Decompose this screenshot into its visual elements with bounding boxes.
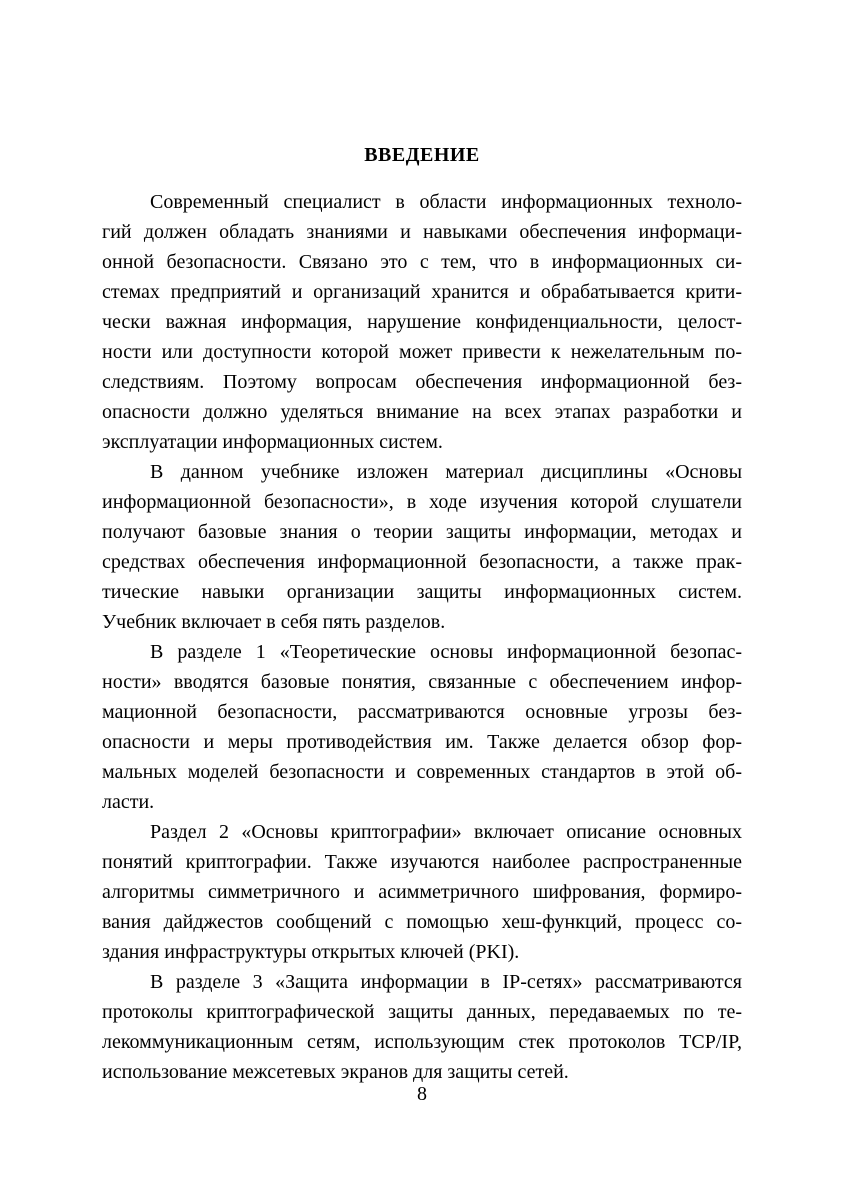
text-line: эксплуатации информационных систем.	[102, 431, 443, 453]
text-line: здания инфраструктуры открытых ключей (PKI).	[102, 941, 520, 963]
text-line: ности или доступности которой может привести к нежелательным по-	[102, 341, 742, 363]
text-line: В разделе 3 «Защита информации в IP-сетях» рассматриваются	[150, 971, 742, 993]
text-line: использование межсетевых экранов для защиты сетей.	[102, 1061, 569, 1083]
text-line: протоколы криптографической защиты данных, передаваемых по те-	[102, 1001, 742, 1023]
text-line: следствиям. Поэтому вопросам обеспечения информационной без-	[102, 371, 742, 393]
text-line: опасности и меры противодействия им. Также делается обзор фор-	[102, 731, 742, 753]
text-line: стемах предприятий и организаций хранится и обрабатывается крити-	[102, 281, 742, 303]
text-line: ласти.	[102, 791, 155, 813]
text-line: опасности должно уделяться внимание на всех этапах разработки и	[102, 401, 742, 423]
text-line: В данном учебнике изложен материал дисциплины «Основы	[150, 461, 742, 483]
text-line: В разделе 1 «Теоретические основы информационной безопас-	[150, 641, 742, 663]
text-line: Учебник включает в себя пять разделов.	[102, 611, 446, 633]
text-line: мационной безопасности, рассматриваются основные угрозы без-	[102, 701, 742, 723]
text-line: алгоритмы симметричного и асимметричного шифрования, формиро-	[102, 881, 742, 903]
page-number: 8	[417, 1083, 427, 1105]
text-line: понятий криптографии. Также изучаются наиболее распространенные	[102, 851, 742, 873]
text-line: Раздел 2 «Основы криптографии» включает описание основных	[150, 821, 742, 843]
text-line: Современный специалист в области информационных техноло-	[150, 191, 742, 213]
text-line: вания дайджестов сообщений с помощью хеш-функций, процесс со-	[102, 911, 742, 933]
page-title: ВВЕДЕНИЕ	[364, 144, 480, 166]
text-line: тические навыки организации защиты информационных систем.	[102, 581, 742, 603]
text-line: информационной безопасности», в ходе изучения которой слушатели	[102, 491, 742, 513]
text-line: гий должен обладать знаниями и навыками обеспечения информаци-	[102, 221, 742, 243]
text-line: получают базовые знания о теории защиты информации, методах и	[102, 521, 742, 543]
text-line: лекоммуникационным сетям, использующим стек протоколов TCP/IP,	[102, 1031, 742, 1053]
text-line: ности» вводятся базовые понятия, связанные с обеспечением инфор-	[102, 671, 742, 693]
text-line: мальных моделей безопасности и современных стандартов в этой об-	[102, 761, 742, 783]
text-line: онной безопасности. Связано это с тем, что в информационных си-	[102, 251, 742, 273]
text-line: средствах обеспечения информационной безопасности, а также прак-	[102, 551, 742, 573]
text-line: чески важная информация, нарушение конфиденциальности, целост-	[102, 311, 742, 333]
